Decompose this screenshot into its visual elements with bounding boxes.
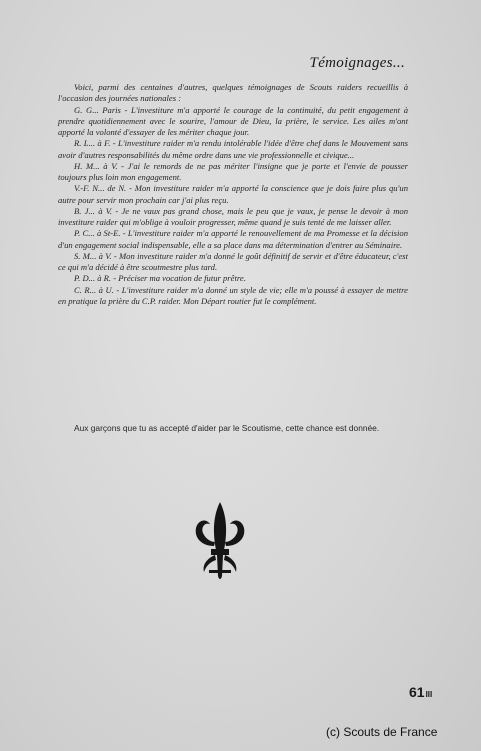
page-number-suffix: III [425,690,433,699]
intro-paragraph: Voici, parmi des centaines d'autres, quelques témoignages de Scouts raiders recueillis à l'occasion des journées nationales : [58,82,408,104]
testimonial-paragraph: G. G... Paris - L'investiture m'a apporté le courage de la continuité, du petit engagement à prendre quotidiennement avec le sourire, l'amour de Dieu, la prière, le service. Les ailes m'ont apporté la volonté d'essayer de les mériter chaque jour. [58,104,408,137]
page-number [409,684,432,700]
testimonial-paragraph: S. M... à V. - Mon investiture raider m'a donné le goût définitif de servir et d'être éducateur, c'est ce qui m'a décidé à être scoutmestre plus tard. [58,250,408,272]
testimonials-body [58,82,408,307]
fleur-de-lis-icon [190,500,250,586]
closing-text [58,423,408,434]
page-title: Témoignages... [309,55,405,71]
closing-paragraph: Aux garçons que tu as accepté d'aider par le Scoutisme, cette chance est donnée. [74,423,380,433]
testimonial-paragraph: V.-F. N... de N. - Mon investiture raider m'a apporté la conscience que je dois faire plus qu'un autre pour servir mon prochain car j'ai plus reçu. [58,183,408,205]
testimonial-paragraph: C. R... à U. - L'investiture raider m'a donné un style de vie; elle m'a poussé à essayer de mettre en pratique la prière du C.P. raider. Mon Départ routier fut le complément. [58,284,408,306]
testimonial-paragraph: R. L... à F. - L'investiture raider m'a rendu intolérable l'idée d'être chef dans le Mouvement sans avoir d'autres responsabilités du même ordre dans une vie professionnelle et civique... [58,138,408,160]
page-number-main: 61 [409,684,425,700]
testimonial-paragraph: H. M... à V. - J'ai le remords de ne pas mériter l'insigne que je porte et l'envie de pousser toujours plus loin mon engagement. [58,160,408,182]
testimonial-paragraph: B. J... à V. - Je ne vaux pas grand chose, mais le peu que je vaux, je pense le devoir à mon investiture raider qui m'oblige à vouloir progresser, même quand je suis tenté de me laisser aller. [58,205,408,227]
copyright-watermark: (c) Scouts de France [326,725,438,739]
testimonial-paragraph: P. C... à St-E. - L'investiture raider m'a apporté le renouvellement de ma Promesse et la décision d'un engagement social indispensable, elle a sa place dans ma détermination d'entrer au Séminaire. [58,228,408,250]
testimonial-paragraph: P. D... à R. - Préciser ma vocation de futur prêtre. [74,273,246,284]
